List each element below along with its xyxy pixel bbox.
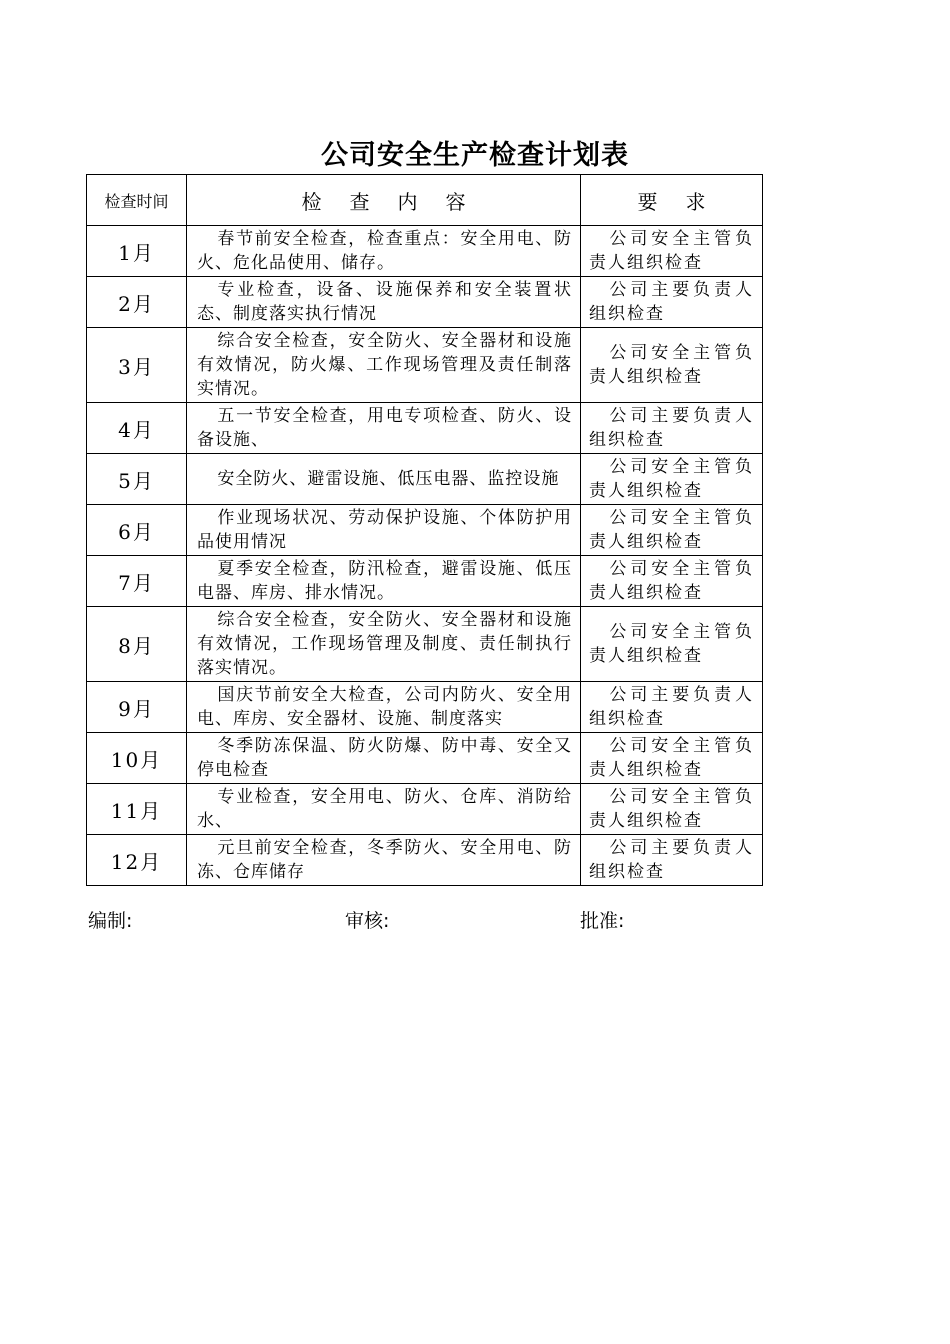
month-cell: 7月 — [87, 556, 187, 607]
table-row — [87, 733, 763, 784]
requirement-cell: 公司主要负责人组织检查 — [581, 682, 763, 733]
content-cell: 春节前安全检查，检查重点：安全用电、防火、危化品使用、储存。 — [187, 226, 581, 277]
month-cell: 4月 — [87, 403, 187, 454]
table-row — [87, 607, 763, 682]
table-row — [87, 403, 763, 454]
requirement-cell: 公司主要负责人组织检查 — [581, 403, 763, 454]
month-cell: 12月 — [87, 835, 187, 886]
table-row — [87, 277, 763, 328]
header-content: 检查内容 — [187, 175, 581, 226]
footer-review-label: 审核: — [345, 910, 390, 932]
requirement-cell: 公司安全主管负责人组织检查 — [581, 733, 763, 784]
table-header-row — [87, 175, 763, 226]
content-cell: 专业检查，安全用电、防火、仓库、消防给水、 — [187, 784, 581, 835]
table-row — [87, 835, 763, 886]
content-cell: 五一节安全检查，用电专项检查、防火、设备设施、 — [187, 403, 581, 454]
footer-approve-label: 批准: — [580, 910, 625, 932]
requirement-cell: 公司安全主管负责人组织检查 — [581, 556, 763, 607]
content-cell: 夏季安全检查，防汛检查，避雷设施、低压电器、库房、排水情况。 — [187, 556, 581, 607]
content-cell: 安全防火、避雷设施、低压电器、监控设施 — [187, 454, 581, 505]
month-cell: 9月 — [87, 682, 187, 733]
requirement-cell: 公司主要负责人组织检查 — [581, 277, 763, 328]
footer-edit-label: 编制: — [88, 910, 133, 932]
requirement-cell: 公司安全主管负责人组织检查 — [581, 226, 763, 277]
table-row — [87, 226, 763, 277]
requirement-cell: 公司安全主管负责人组织检查 — [581, 505, 763, 556]
month-cell: 3月 — [87, 328, 187, 403]
content-cell: 国庆节前安全大检查，公司内防火、安全用电、库房、安全器材、设施、制度落实 — [187, 682, 581, 733]
month-cell: 5月 — [87, 454, 187, 505]
document-title: 公司安全生产检查计划表 — [321, 140, 629, 171]
inspection-plan-table — [86, 174, 763, 886]
table-row — [87, 328, 763, 403]
month-cell: 11月 — [87, 784, 187, 835]
month-cell: 2月 — [87, 277, 187, 328]
requirement-cell: 公司主要负责人组织检查 — [581, 835, 763, 886]
requirement-cell: 公司安全主管负责人组织检查 — [581, 607, 763, 682]
header-time: 检查时间 — [87, 175, 187, 226]
table-row — [87, 682, 763, 733]
month-cell: 10月 — [87, 733, 187, 784]
table-row — [87, 454, 763, 505]
content-cell: 冬季防冻保温、防火防爆、防中毒、安全又停电检查 — [187, 733, 581, 784]
requirement-cell: 公司安全主管负责人组织检查 — [581, 328, 763, 403]
table-row — [87, 505, 763, 556]
content-cell: 专业检查，设备、设施保养和安全装置状态、制度落实执行情况 — [187, 277, 581, 328]
requirement-cell: 公司安全主管负责人组织检查 — [581, 454, 763, 505]
content-cell: 综合安全检查，安全防火、安全器材和设施有效情况，防火爆、工作现场管理及责任制落实情况。 — [187, 328, 581, 403]
table-row — [87, 556, 763, 607]
month-cell: 1月 — [87, 226, 187, 277]
header-requirement: 要求 — [581, 175, 763, 226]
requirement-cell: 公司安全主管负责人组织检查 — [581, 784, 763, 835]
content-cell: 综合安全检查，安全防火、安全器材和设施有效情况，工作现场管理及制度、责任制执行落实情况。 — [187, 607, 581, 682]
month-cell: 8月 — [87, 607, 187, 682]
content-cell: 元旦前安全检查，冬季防火、安全用电、防冻、仓库储存 — [187, 835, 581, 886]
table-row — [87, 784, 763, 835]
month-cell: 6月 — [87, 505, 187, 556]
content-cell: 作业现场状况、劳动保护设施、个体防护用品使用情况 — [187, 505, 581, 556]
